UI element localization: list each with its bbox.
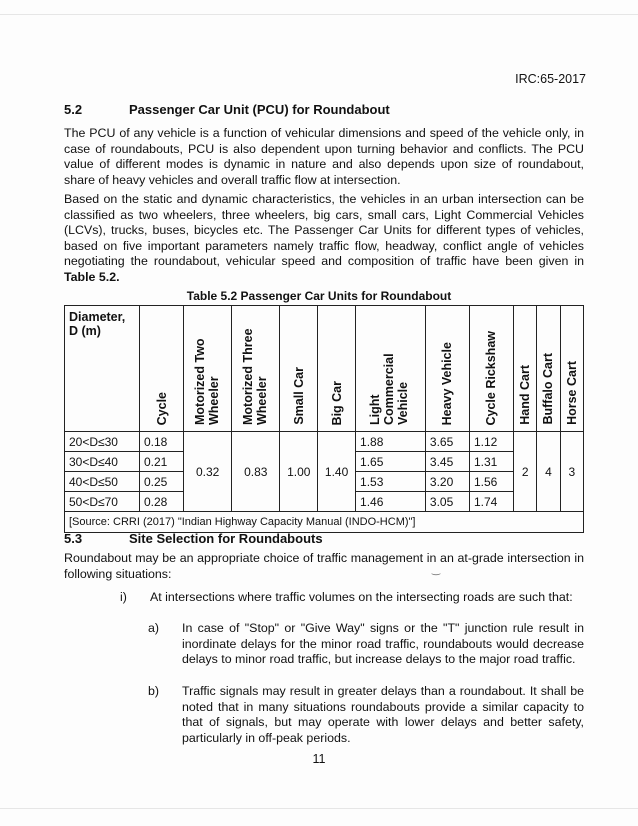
cell-lcv: 1.53 xyxy=(356,472,426,492)
cell-cycle: 0.21 xyxy=(140,452,184,472)
table-header-row xyxy=(65,306,584,432)
cell-cycle: 0.18 xyxy=(140,432,184,452)
table-source-row xyxy=(65,512,584,533)
cell-rickshaw: 1.74 xyxy=(469,492,513,512)
cell-rickshaw: 1.31 xyxy=(469,452,513,472)
cell-cycle: 0.25 xyxy=(140,472,184,492)
cell-small-car: 1.00 xyxy=(280,432,318,512)
table-caption: Table 5.2 Passenger Car Units for Roundabout xyxy=(186,289,452,303)
list-marker-b: b) xyxy=(148,684,160,698)
table-row xyxy=(65,432,584,452)
cell-lcv: 1.65 xyxy=(356,452,426,472)
header-diameter: Diameter, D (m) xyxy=(65,306,140,432)
list-item-a: In case of "Stop" or "Give Way" signs or the "T" junction rule result in inordinate delays for the minor road traffic, roundabouts would decrease delays to minor road traffic, but increase delays to the major road traffic. xyxy=(182,621,584,666)
paragraph-text: Based on the static and dynamic characteristics, the vehicles in an urban intersection can be classified as two wheelers, three wheelers, big cars, small cars, Light Commercial Vehicles (LCVs), trucks, buses, bicycles etc. The Passenger Car Units for different types of vehicles, based on five important parameters namely traffic flow, headway, conflict angle of vehicles negotiating the roundabout, vehicular speed and composition of traffic have been given in xyxy=(64,192,584,268)
cell-diameter: 20<D≤30 xyxy=(65,432,140,452)
bottom-edge-line xyxy=(0,808,638,809)
cell-diameter: 30<D≤40 xyxy=(65,452,140,472)
cell-lcv: 1.88 xyxy=(356,432,426,452)
paragraph-site-selection-intro: Roundabout may be an appropriate choice of traffic management in an at-grade intersection in following situations: xyxy=(64,551,584,581)
paragraph-pcu-definition: The PCU of any vehicle is a function of vehicular dimensions and speed of the vehicle only, in case of roundabouts, PCU is also dependent upon turning behavior and conflicts. The PCU value of different modes is dynamic in nature and also depends upon size of roundabout, share of heavy vehicles and overall traffic flow at intersection. xyxy=(64,126,584,187)
header-hand-cart: Hand Cart xyxy=(514,306,537,432)
cell-horse-cart: 3 xyxy=(560,432,583,512)
cell-rickshaw: 1.12 xyxy=(469,432,513,452)
header-horse-cart: Horse Cart xyxy=(560,306,583,432)
header-small-car: Small Car xyxy=(280,306,318,432)
section-title: Passenger Car Unit (PCU) for Roundabout xyxy=(129,102,390,117)
paragraph-vehicle-classification xyxy=(64,192,584,285)
cell-two-wheeler: 0.32 xyxy=(184,432,232,512)
section-number: 5.2 xyxy=(64,102,83,117)
cell-buffalo-cart: 4 xyxy=(537,432,560,512)
header-cycle: Cycle xyxy=(140,306,184,432)
header-heavy-vehicle: Heavy Vehicle xyxy=(425,306,469,432)
cell-lcv: 1.46 xyxy=(356,492,426,512)
list-marker-a: a) xyxy=(148,621,160,635)
cell-hand-cart: 2 xyxy=(514,432,537,512)
cell-heavy: 3.45 xyxy=(425,452,469,472)
header-big-car: Big Car xyxy=(318,306,356,432)
section-title: Site Selection for Roundabouts xyxy=(129,531,323,546)
cell-diameter: 50<D≤70 xyxy=(65,492,140,512)
list-item-i: At intersections where traffic volumes on the intersecting roads are such that: xyxy=(150,590,573,604)
cell-three-wheeler: 0.83 xyxy=(232,432,280,512)
document-code: IRC:65-2017 xyxy=(515,72,586,86)
cell-rickshaw: 1.56 xyxy=(469,472,513,492)
header-buffalo-cart: Buffalo Cart xyxy=(537,306,560,432)
cell-diameter: 40<D≤50 xyxy=(65,472,140,492)
pen-mark: ‿ xyxy=(432,565,441,576)
cell-heavy: 3.20 xyxy=(425,472,469,492)
top-edge-line xyxy=(0,14,638,15)
table-reference: Table 5.2. xyxy=(64,269,120,284)
header-motorized-three-wheeler: Motorized Three Wheeler xyxy=(232,306,280,432)
header-lcv: Light Commercial Vehicle xyxy=(356,306,426,432)
section-number: 5.3 xyxy=(64,531,83,546)
header-motorized-two-wheeler: Motorized Two Wheeler xyxy=(184,306,232,432)
list-item-b: Traffic signals may result in greater delays than a roundabout. It shall be noted that in many situations roundabouts provide a similar capacity to that of signals, but may operate with lower delays and better safety, particularly in off-peak periods. xyxy=(182,684,584,745)
cell-heavy: 3.05 xyxy=(425,492,469,512)
header-cycle-rickshaw: Cycle Rickshaw xyxy=(469,306,513,432)
cell-heavy: 3.65 xyxy=(425,432,469,452)
list-marker-i: i) xyxy=(120,590,127,604)
cell-big-car: 1.40 xyxy=(318,432,356,512)
table-source: [Source: CRRI (2017) "Indian Highway Capacity Manual (INDO-HCM)"] xyxy=(65,512,584,533)
cell-cycle: 0.28 xyxy=(140,492,184,512)
section-5-2-heading xyxy=(64,102,390,117)
section-5-3-heading xyxy=(64,531,323,546)
page-number: 11 xyxy=(312,752,326,766)
pcu-table xyxy=(64,305,584,533)
